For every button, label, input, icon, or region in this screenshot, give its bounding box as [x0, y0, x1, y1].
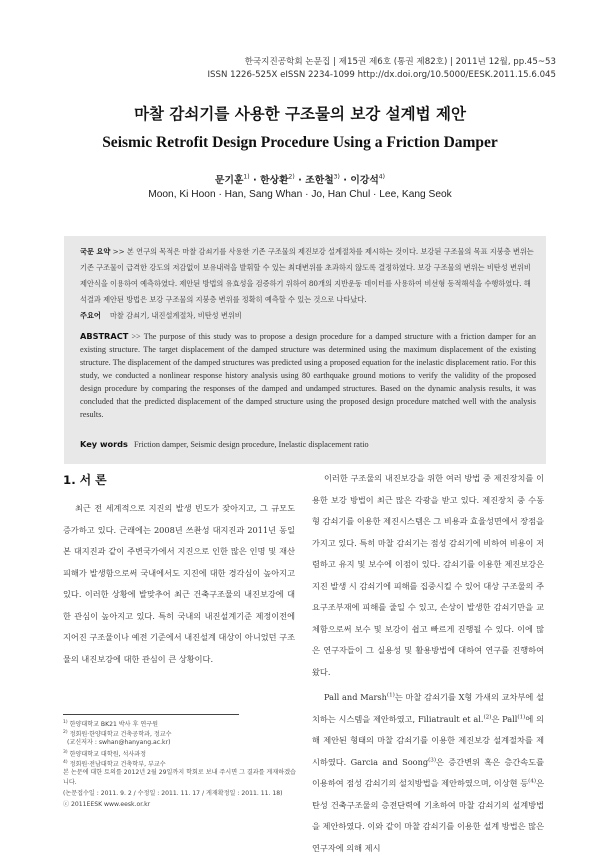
citation-text: 에 의해 제안된 형태의 마찰 감쇠기를 이용한 제진보강 설계절차를 제시하였다. Garcia and Soong: [312, 713, 544, 767]
english-title: Seismic Retrofit Design Procedure Using a Friction Damper: [102, 134, 498, 151]
citation-text: 은 증간변위 혹은 층간속도를 이용하여 점성 감쇠기의 설치방법을 제안하였으며, 이상현 등: [312, 756, 544, 788]
author-separator: ·: [249, 175, 261, 186]
footnote-mark: 4): [63, 760, 68, 765]
korean-abstract-label: 국문 요약: [80, 247, 111, 256]
abstract-arrow: >>: [131, 332, 141, 341]
english-abstract-text: The purpose of this study was to propose a design procedure for a damped structure with a friction damper for an existing structure. The target displacement of the damped structure was determined using the maximum displacement of the existing structure. The displacement of the damped structures was predicted using a proposed equation for the inelastic displacement ratio. For this study, we conducted a nonlinear response history analysis using 80 earthquake ground motions to verify the validity of the proposed design procedure by comparing the responses of the damped and undamped structures. Based on the dynamic analysis results, it was concluded that the predicted displacement of the damped structure using the proposed design procedure matched well with the analysis results.: [80, 332, 537, 419]
footnote-mark: 3): [63, 750, 68, 755]
footnote-text: (교신저자 : swhan@hanyang.ac.kr): [67, 739, 171, 746]
korean-keywords: [80, 308, 536, 324]
author-affiliation-mark: 4): [378, 173, 385, 181]
body-paragraph: 최근 전 세계적으로 지진의 발생 빈도가 잦아지고, 그 규모도 증가하고 있다. 근래에는 2008년 쓰촨성 대지진과 2011년 동일본 대지진과 같이 주변국가에서 지진으로 인한 많은 인명 및 재산 피해가 발생함으로써 국내에서도 지진에 대한 경각심이 높아지고 있다. 이러한 상황에 발맞추어 최근 건축구조물의 내진보강에 대한 관심이 높아지고 있다. 특히 국내의 내진설계기준 제정이전에 지어진 구조물이나 예전 기준에서 내진설계 대상이 아니었던 구조물의 내진보강에 대한 관심이 큰 상황이다.: [63, 503, 295, 664]
citation-text: Pall and Marsh: [324, 692, 387, 702]
citation-text: 은 Pall: [491, 713, 518, 724]
submission-dates: [63, 789, 301, 799]
citation-mark: (3): [428, 756, 437, 763]
author-name: 조한철: [305, 175, 334, 186]
english-keywords-text: Friction damper, Seismic design procedure, Inelastic displacement ratio: [134, 440, 369, 449]
author-affiliation-mark: 3): [333, 173, 340, 181]
copyright-line: [63, 800, 301, 810]
footnote-text: 본 논문에 대한 토의를 2012년 2월 29일까지 학회로 보내 주시면 그 결과를 게재하겠습니다.: [63, 769, 296, 787]
korean-abstract: [80, 244, 536, 308]
footnote-text: 정회원·한양대학교 건축공학과, 정교수: [69, 731, 172, 739]
journal-header-line: 한국지진공학회 논문집 | 제15권 제6호 (통권 제82호) | 2011년 12월, pp.45~53: [244, 57, 556, 67]
author-separator: ·: [339, 175, 351, 186]
citation-mark: (1): [386, 692, 395, 699]
footnote-text: ⓒ 2011EESK www.eesk.or.kr: [63, 801, 151, 808]
english-author-list: Moon, Ki Hoon · Han, Sang Whan · Jo, Han Chul · Lee, Kang Seok: [148, 189, 452, 200]
korean-author-list: [0, 172, 600, 186]
citation-mark: (2): [483, 713, 492, 720]
korean-keywords-text: 마찰 감쇠기, 내진설계절차, 비탄성 변위비: [109, 311, 242, 320]
footnote-text: 정회원·전남대학교 건축학부, 부교수: [69, 761, 166, 769]
section-heading: 1. 서 론: [63, 473, 107, 487]
footnote-text: 한양대학교 대학원, 석사과정: [69, 751, 147, 759]
author-separator: ·: [294, 175, 306, 186]
english-keywords: [80, 436, 536, 453]
left-column: [63, 468, 295, 670]
footnote-mark: 2): [63, 730, 68, 735]
body-paragraph: [312, 687, 544, 859]
citation-text: 는 마찰 감쇠기를 X형 가새의 교차부에 설치하는 시스템을 제안하였고, Filiatrault et al.: [312, 692, 544, 724]
footnote: [67, 738, 305, 748]
discussion-note: [63, 768, 301, 788]
english-abstract: [80, 330, 536, 421]
korean-title: 마찰 감쇠기를 사용한 구조물의 보강 설계법 제안: [134, 105, 466, 123]
author-name: 이강석: [350, 175, 379, 186]
korean-keywords-label: 주요어: [80, 311, 101, 320]
footnote-text: (논문접수일 : 2011. 9. 2 / 수정일 : 2011. 11. 17 / 게재확정일 : 2011. 11. 18): [63, 790, 283, 797]
author-affiliation-mark: 1): [243, 173, 250, 181]
body-paragraph: 이러한 구조물의 내진보강을 위한 여러 방법 중 제진장치를 이용한 보강 방법이 최근 많은 각광을 받고 있다. 제진장치 중 수동형 감쇠기를 이용한 제진시스템은 그 비용과 효율성면에서 장점을 가지고 있다. 특히 마찰 감쇠기는 점성 감쇠기에 비하여 비용이 저렴하고 유지 및 보수에 이점이 있다. 감쇠기를 이용한 제진보강은 지진 발생 시 감쇠기에 피해를 집중시킬 수 있어 대상 구조물의 주요구조부재에 피해를 줄일 수 있고, 손상이 발생한 감쇠기만을 교체함으로써 보수 및 보강이 쉽고 빠르게 진행될 수 있다. 이에 많은 연구자들이 그 실용성 및 활용방법에 대하여 연구를 진행하여왔다.: [312, 473, 544, 677]
author-affiliation-mark: 2): [288, 173, 295, 181]
abstract-arrow: >>: [112, 247, 125, 256]
korean-abstract-text: 본 연구의 목적은 마찰 감쇠기를 사용한 기존 구조물의 제진보강 설계절차를 제시하는 것이다. 보강된 구조물의 목표 지붕층 변위는 기존 구조물이 급격한 강도의 저감없이 보유내력을 발휘할 수 있는 최대변위를 초과하지 않도록 결정하였다. 보강 구조물의 변위는 비탄성 변위비 제안식을 이용하여 예측하였다. 제안된 방법의 유효성을 검증하기 위하여 80개의 지반운동 데이터를 사용하여 비선형 동적해석을 수행하였다. 해석결과 제안된 방법은 보강 구조물의 지붕층 변위를 정확히 예측할 수 있는 것으로 나타났다.: [80, 247, 534, 304]
footnote-text: 한양대학교 BK21 박사 후 연구원: [69, 721, 158, 729]
footnote-divider: [63, 714, 239, 715]
english-abstract-label: ABSTRACT: [80, 331, 129, 341]
issn-doi-line: ISSN 1226-525X eISSN 2234-1099 http://dx.doi.org/10.5000/EESK.2011.15.6.045: [207, 70, 556, 80]
footnote-mark: 1): [63, 720, 68, 725]
abstract-box: [64, 236, 546, 464]
author-name: 한상환: [260, 175, 289, 186]
right-column: [312, 468, 544, 859]
english-keywords-label: Key words: [80, 439, 128, 449]
citation-text: 은 탄성 건축구조물의 층전단력에 기초하여 마찰 감쇠기의 설계방법을 제안하였다. 이와 같이 마찰 감쇠기를 이용한 설계 방법은 많은 연구자에 의해 제시: [312, 778, 544, 853]
citation-mark: (1): [517, 713, 526, 720]
author-name: 문기훈: [215, 175, 244, 186]
citation-mark: (4): [528, 778, 537, 785]
